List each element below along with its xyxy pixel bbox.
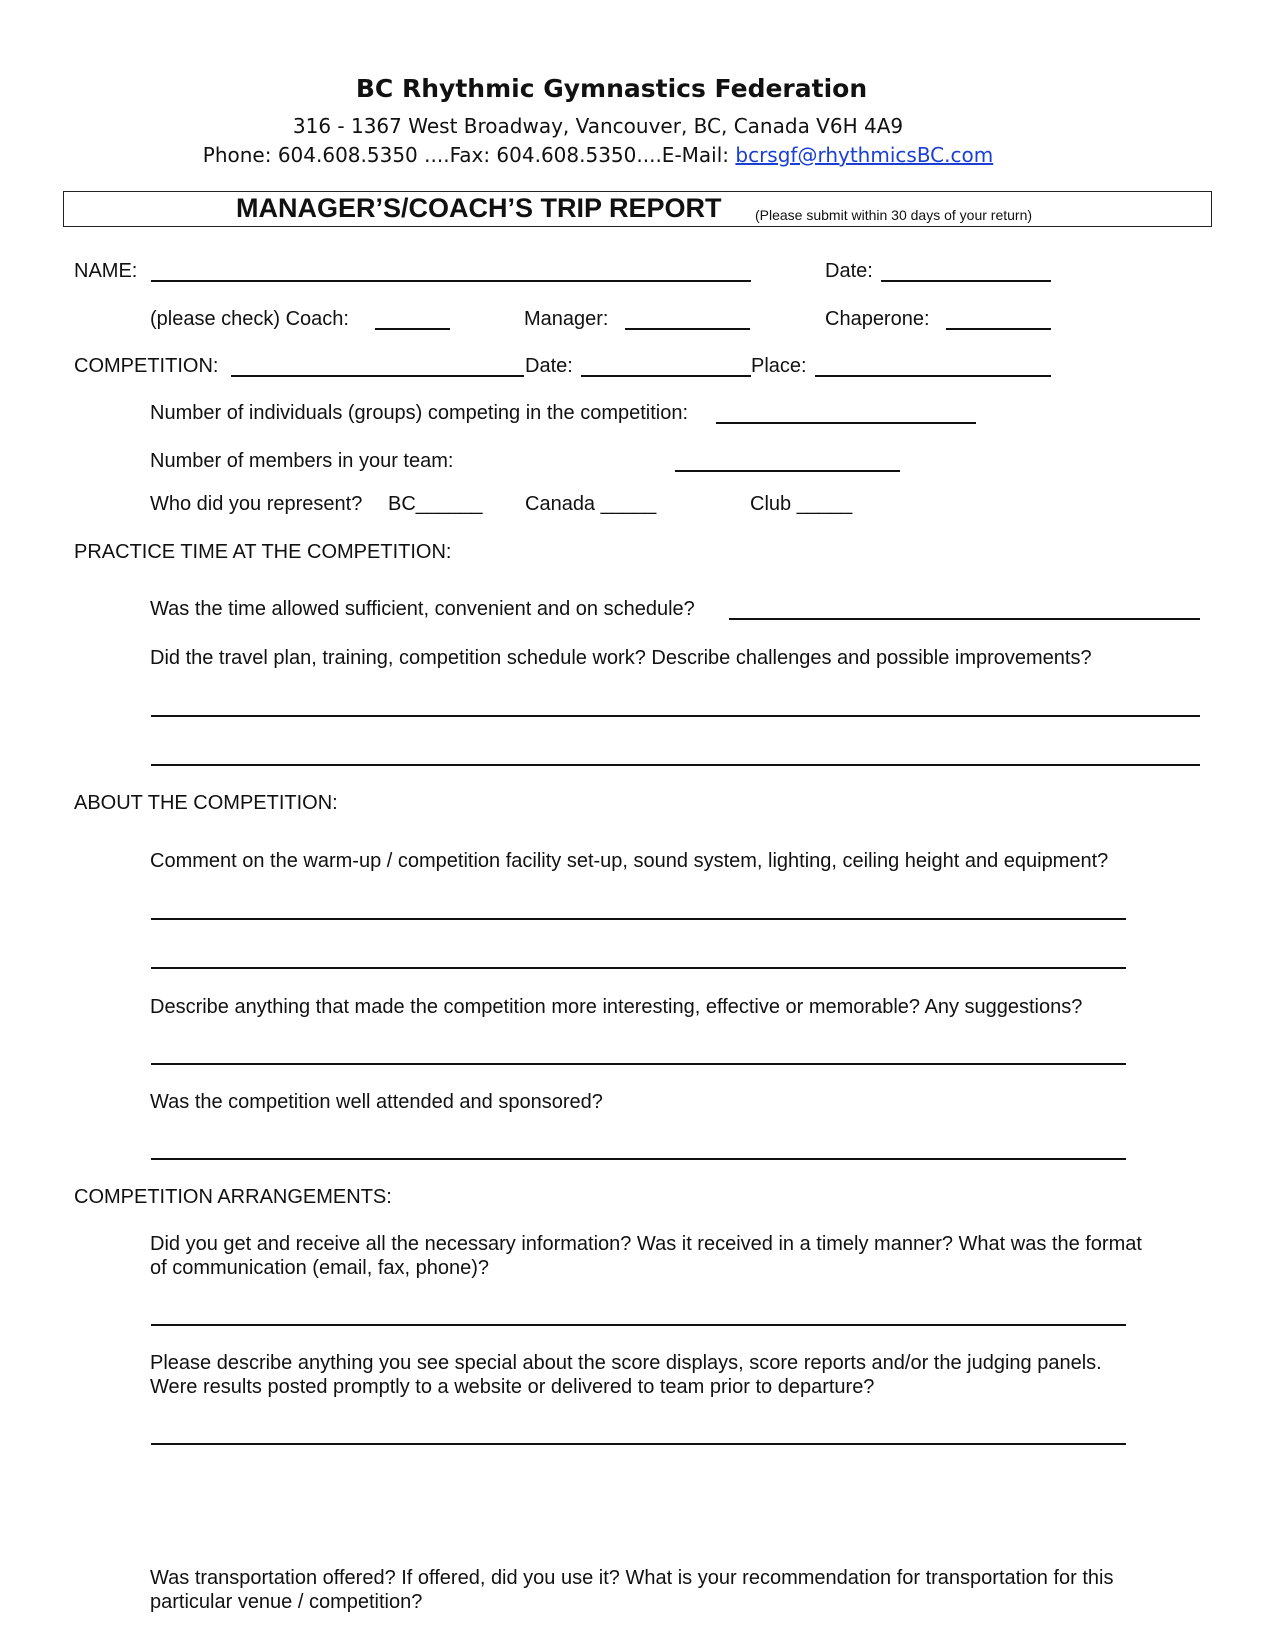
represent-label: Who did you represent?: [150, 493, 363, 515]
practice-heading: PRACTICE TIME AT THE COMPETITION:: [74, 541, 452, 563]
name-label: NAME:: [74, 260, 138, 282]
name-field[interactable]: [151, 280, 751, 282]
date-field[interactable]: [881, 280, 1051, 282]
contact-phone-fax: Phone: 604.608.5350 ....Fax: 604.608.5350....E-Mail:: [202, 143, 736, 167]
represent-canada-option[interactable]: Canada _____: [525, 493, 657, 515]
chaperone-check-field[interactable]: [946, 328, 1051, 330]
about-question-1: Comment on the warm-up / competition facility set-up, sound system, lighting, ceiling height and equipment?: [150, 850, 1109, 872]
arrangements-question-3-line-1: Was transportation offered? If offered, did you use it? What is your recommendation for transportation for this: [150, 1567, 1114, 1589]
practice-question-1: Was the time allowed sufficient, convenient and on schedule?: [150, 598, 695, 620]
manager-label: Manager:: [524, 308, 609, 330]
num-individuals-field[interactable]: [716, 422, 976, 424]
arrangements-heading: COMPETITION ARRANGEMENTS:: [74, 1186, 392, 1208]
competition-label: COMPETITION:: [74, 355, 219, 377]
organization-name: BC Rhythmic Gymnastics Federation: [355, 74, 868, 103]
place-label: Place:: [751, 355, 807, 377]
arrangements-answer-2-line[interactable]: [151, 1443, 1126, 1445]
organization-contact: [0, 143, 1196, 167]
num-individuals-label: Number of individuals (groups) competing in the competition:: [150, 402, 689, 424]
competition-date-label: Date:: [525, 355, 573, 377]
practice-answer-2-line-1[interactable]: [151, 715, 1200, 717]
competition-field[interactable]: [231, 375, 524, 377]
about-question-2: Describe anything that made the competition more interesting, effective or memorable? Any suggestions?: [150, 996, 1083, 1018]
represent-club-option[interactable]: Club _____: [750, 493, 853, 515]
coach-check-field[interactable]: [375, 328, 450, 330]
practice-answer-1-field[interactable]: [729, 618, 1200, 620]
num-members-label: Number of members in your team:: [150, 450, 454, 472]
arrangements-question-2-line-1: Please describe anything you see special about the score displays, score reports and/or the judging panels.: [150, 1352, 1102, 1374]
arrangements-question-1-line-2: of communication (email, fax, phone)?: [150, 1257, 490, 1279]
report-title: MANAGER’S/COACH’S TRIP REPORT: [236, 193, 722, 223]
practice-question-2: Did the travel plan, training, competition schedule work? Describe challenges and possible improvements?: [150, 647, 1092, 669]
manager-check-field[interactable]: [625, 328, 750, 330]
organization-address: 316 - 1367 West Broadway, Vancouver, BC, Canada V6H 4A9: [292, 114, 904, 138]
about-heading: ABOUT THE COMPETITION:: [74, 792, 338, 814]
coach-check-label: (please check) Coach:: [150, 308, 349, 330]
num-members-field[interactable]: [675, 470, 900, 472]
date-label: Date:: [825, 260, 873, 282]
arrangements-question-1-line-1: Did you get and receive all the necessary information? Was it received in a timely manner? What was the format: [150, 1233, 1142, 1255]
place-field[interactable]: [815, 375, 1051, 377]
about-answer-1-line-1[interactable]: [151, 918, 1126, 920]
about-answer-1-line-2[interactable]: [151, 967, 1126, 969]
submission-note: (Please submit within 30 days of your return): [755, 207, 1033, 223]
about-answer-2-line[interactable]: [151, 1063, 1126, 1065]
arrangements-answer-1-line[interactable]: [151, 1324, 1126, 1326]
arrangements-question-2-line-2: Were results posted promptly to a website or delivered to team prior to departure?: [150, 1376, 875, 1398]
email-link[interactable]: bcrsgf@rhythmicsBC.com: [735, 143, 994, 167]
represent-bc-option[interactable]: BC______: [388, 493, 483, 515]
about-answer-3-line[interactable]: [151, 1158, 1126, 1160]
about-question-3: Was the competition well attended and sponsored?: [150, 1091, 603, 1113]
arrangements-question-3-line-2: particular venue / competition?: [150, 1591, 423, 1613]
practice-answer-2-line-2[interactable]: [151, 764, 1200, 766]
chaperone-label: Chaperone:: [825, 308, 930, 330]
competition-date-field[interactable]: [581, 375, 751, 377]
